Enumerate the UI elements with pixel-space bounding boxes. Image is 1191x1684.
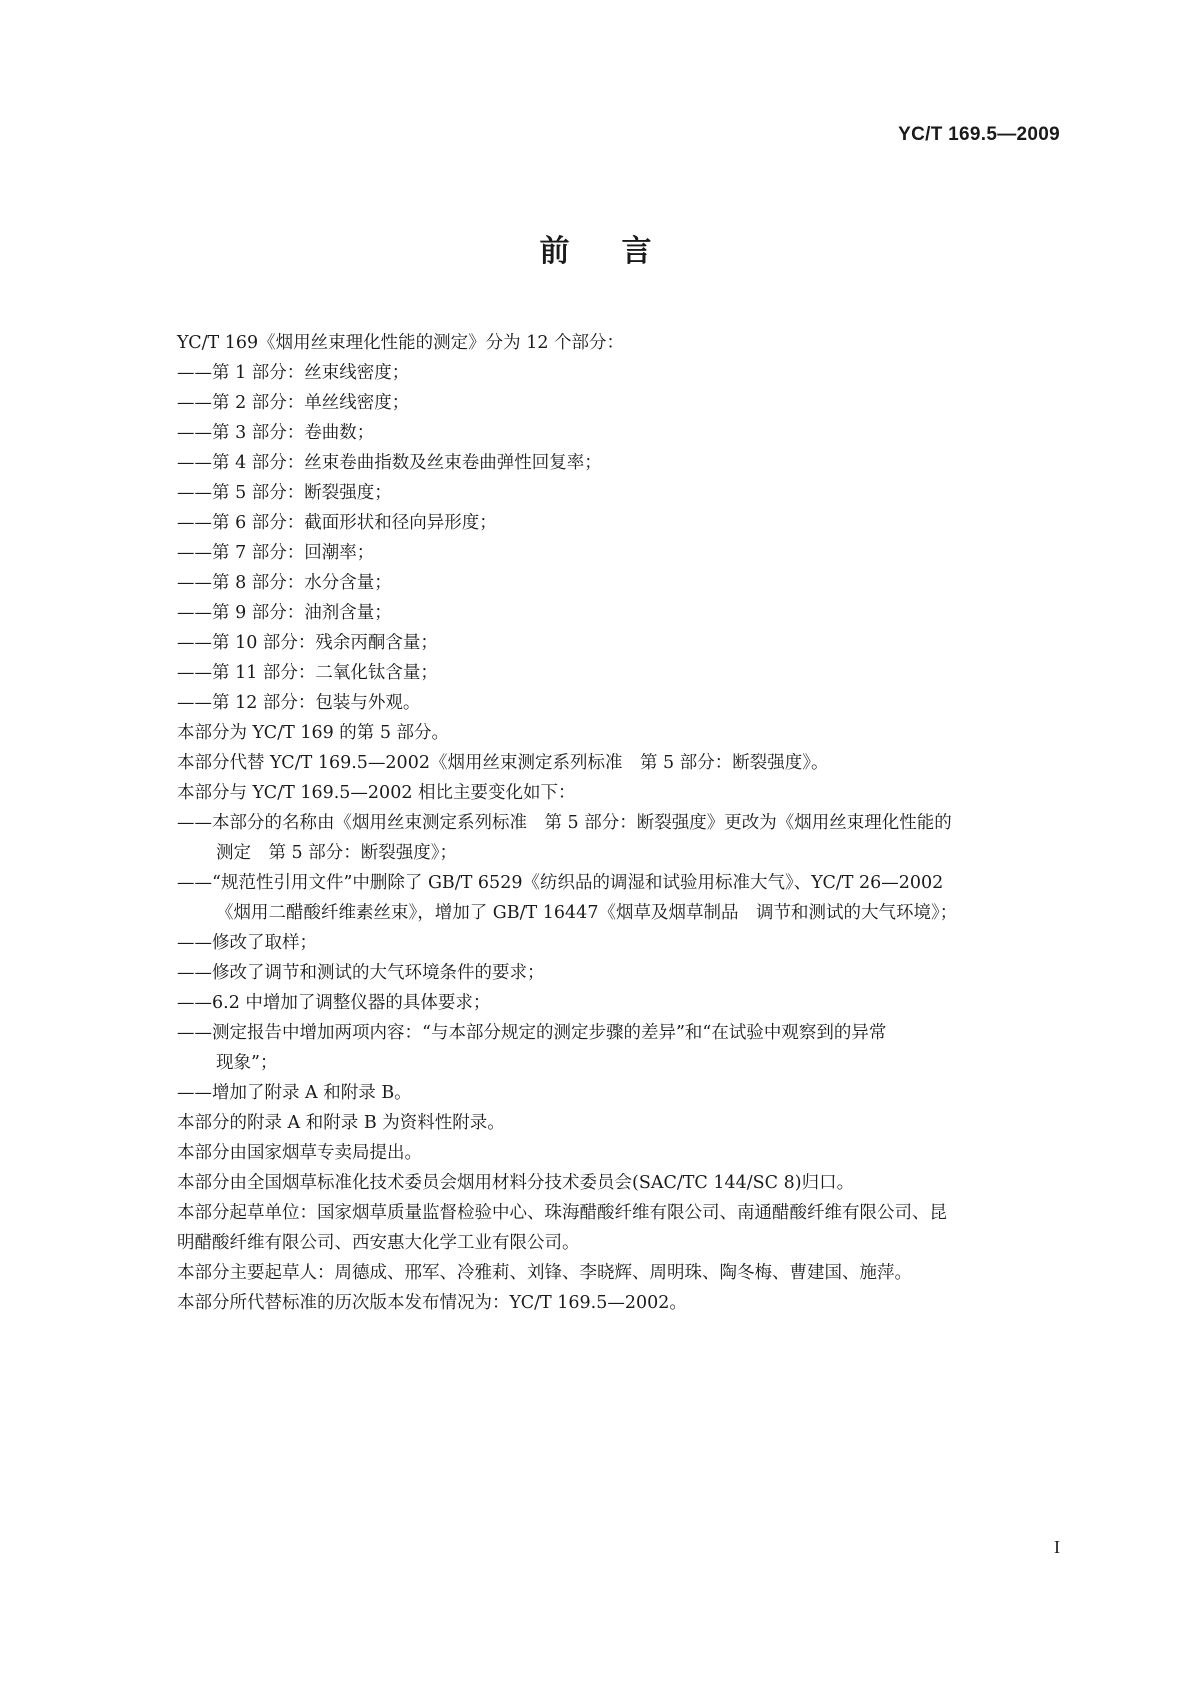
- change-list-item: ——修改了调节和测试的大气环境条件的要求；: [177, 963, 545, 983]
- paragraph: 本部分主要起草人：周德成、邢军、冷雅莉、刘锋、李晓辉、周明珠、陶冬梅、曹建国、施萍。: [177, 1263, 912, 1283]
- part-list-item: ——第 9 部分：油剂含量；: [177, 603, 392, 623]
- paragraph: 本部分所代替标准的历次版本发布情况为：YC/T 169.5—2002。: [177, 1293, 687, 1313]
- part-list-item: ——第 4 部分：丝束卷曲指数及丝束卷曲弹性回复率；: [177, 453, 602, 473]
- intro-line: YC/T 169《烟用丝束理化性能的测定》分为 12 个部分：: [177, 333, 625, 353]
- part-list-item: ——第 10 部分：残余丙酮含量；: [177, 633, 438, 653]
- page-number: I: [1054, 1537, 1060, 1557]
- paragraph: 本部分的附录 A 和附录 B 为资料性附录。: [177, 1113, 505, 1133]
- change-list-item: ——本部分的名称由《烟用丝束测定系列标准 第 5 部分：断裂强度》更改为《烟用丝束理化性能的: [177, 813, 952, 833]
- part-list-item: ——第 2 部分：单丝线密度；: [177, 393, 410, 413]
- paragraph: 本部分代替 YC/T 169.5—2002《烟用丝束测定系列标准 第 5 部分：断裂强度》。: [177, 753, 829, 773]
- standard-code: YC/T 169.5—2009: [898, 124, 1060, 145]
- change-list-item: ——增加了附录 A 和附录 B。: [177, 1083, 412, 1103]
- change-list-item-continuation: 测定 第 5 部分：断裂强度》；: [216, 843, 458, 863]
- paragraph: 本部分由国家烟草专卖局提出。: [177, 1143, 422, 1163]
- part-list-item: ——第 3 部分：卷曲数；: [177, 423, 375, 443]
- change-list-item-continuation: 现象”；: [216, 1053, 278, 1073]
- change-list-item: ——6.2 中增加了调整仪器的具体要求；: [177, 993, 491, 1013]
- part-list-item: ——第 5 部分：断裂强度；: [177, 483, 392, 503]
- part-list-item: ——第 8 部分：水分含量；: [177, 573, 392, 593]
- part-list-item: ——第 6 部分：截面形状和径向异形度；: [177, 513, 497, 533]
- part-list-item: ——第 1 部分：丝束线密度；: [177, 363, 410, 383]
- paragraph: 本部分与 YC/T 169.5—2002 相比主要变化如下：: [177, 783, 576, 803]
- change-list-item-continuation: 《烟用二醋酸纤维素丝束》，增加了 GB/T 16447《烟草及烟草制品 调节和测试的大气环境》；: [216, 903, 958, 923]
- paragraph: 本部分为 YC/T 169 的第 5 部分。: [177, 723, 450, 743]
- paragraph-continuation: 明醋酸纤维有限公司、西安惠大化学工业有限公司。: [177, 1233, 580, 1253]
- part-list-item: ——第 11 部分：二氧化钛含量；: [177, 663, 438, 683]
- page-title: 前言: [539, 234, 704, 269]
- paragraph: 本部分起草单位：国家烟草质量监督检验中心、珠海醋酸纤维有限公司、南通醋酸纤维有限公司、昆: [177, 1203, 947, 1223]
- part-list-item: ——第 12 部分：包装与外观。: [177, 693, 421, 713]
- change-list-item: ——“规范性引用文件”中删除了 GB/T 6529《纺织品的调湿和试验用标准大气》、YC/T 26—2002: [177, 873, 944, 893]
- change-list-item: ——测定报告中增加两项内容：“与本部分规定的测定步骤的差异”和“在试验中观察到的异常: [177, 1023, 887, 1043]
- change-list-item: ——修改了取样；: [177, 933, 317, 953]
- paragraph: 本部分由全国烟草标准化技术委员会烟用材料分技术委员会(SAC/TC 144/SC 8)归口。: [177, 1173, 855, 1193]
- part-list-item: ——第 7 部分：回潮率；: [177, 543, 375, 563]
